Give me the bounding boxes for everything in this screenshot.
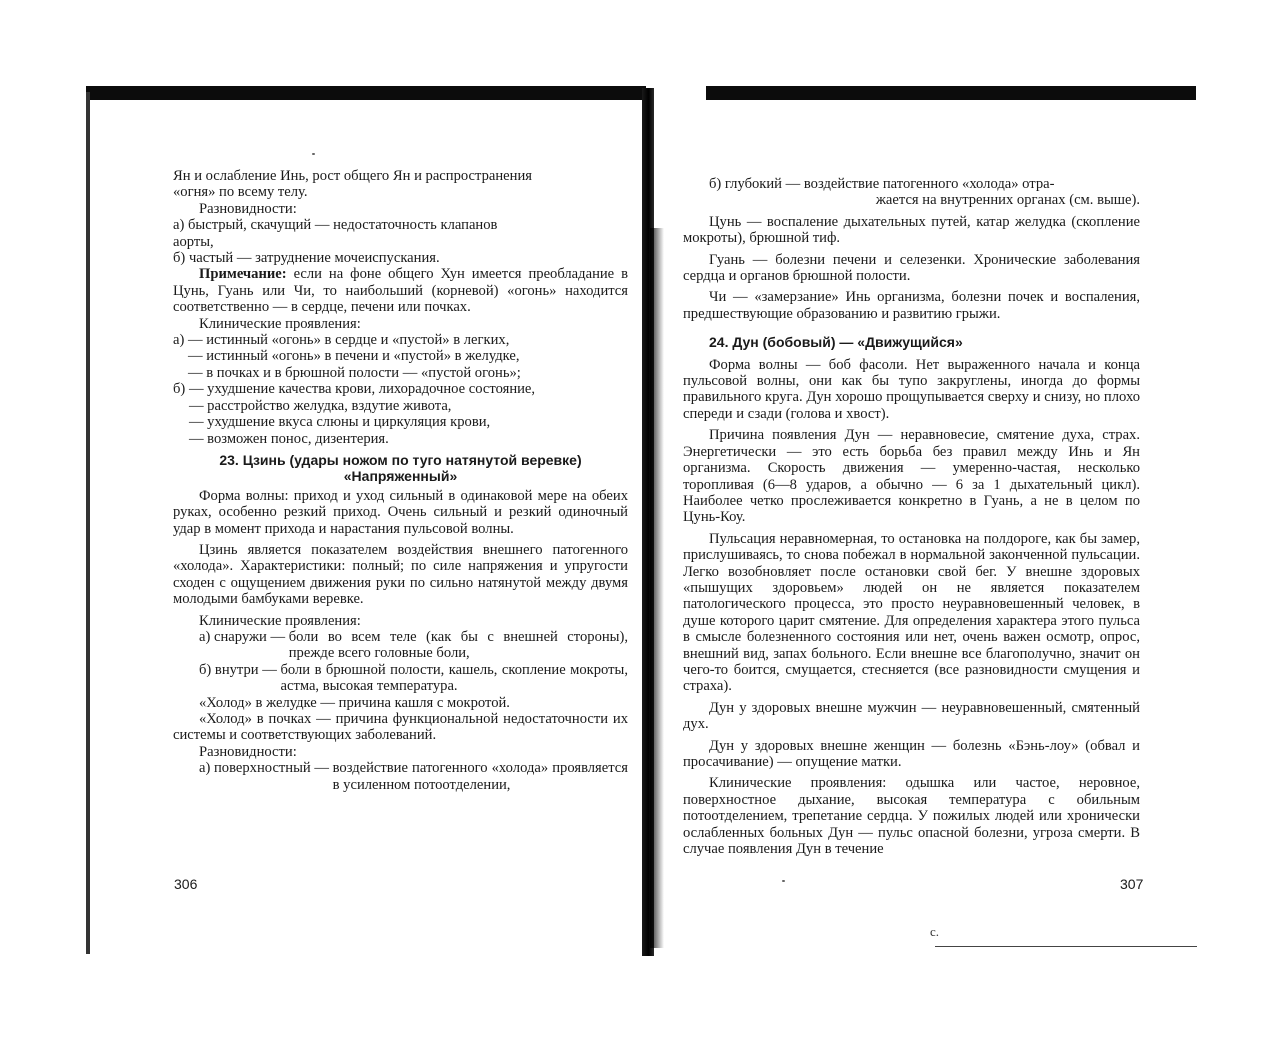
list-item: — истинный «огонь» в печени и «пустой» в желудке,: [188, 348, 520, 365]
page-number-left: 306: [174, 876, 198, 892]
page-number-right: 307: [1120, 876, 1144, 892]
clinical-group-body: [188, 332, 628, 381]
clinical-group-a: [173, 332, 628, 381]
list-item: — ухудшение качества крови, лихорадочное состояние,: [188, 381, 536, 398]
text-line: «огня» по всему телу.: [173, 184, 308, 201]
list-item-label: а): [173, 332, 188, 349]
clinical-label: Клинические проявления:: [199, 612, 361, 629]
list-item-text: частый — затруднение мочеиспускания.: [188, 250, 440, 267]
scan-edge-left: [86, 92, 90, 954]
list-item: [173, 250, 628, 266]
variant-b-line: жается на внутренних органах (см. выше).: [875, 192, 1140, 209]
section-24-heading: 24. Дун (бобовый) — «Движущийся»: [709, 334, 963, 351]
scan-mark: c.: [930, 924, 940, 939]
gutter-shadow: [650, 228, 664, 948]
scan-speck: [312, 153, 315, 155]
list-item-label: а): [173, 217, 188, 234]
list-item-label: а) поверхностный —: [199, 760, 333, 777]
variants-label: Разновидности:: [199, 200, 297, 217]
paragraph-form: Форма волны — боб фасоли. Нет выраженного начала и конца пульсовой волны, они как бы тупо закруглены, иногда до формы правильного круга. Дун хорошо прощупывается сверху и снизу, но плохо спереди и сзади (голова и хвост).: [683, 356, 1140, 422]
paragraph-chi: Чи — «замерзание» Инь организма, болезни почек и воспаления, предшествующие образованию и развитию грыжи.: [683, 289, 1140, 322]
paragraph-cold-stomach: «Холод» в желудке — причина кашля с мокротой.: [199, 694, 510, 711]
list-item: — ухудшение вкуса слюны и циркуляция крови,: [188, 414, 491, 431]
paragraph-cause: Причина появления Дун — неравновесие, смятение духа, страх. Энергетически — это есть борьба без правил между Инь и Ян организма. Скорость движения — умеренно-частая, несколько торопливая (6—8 ударов, а обычно — 6 за 1 дыхательный цикл). Наиболее четко прослеживается конкретно в Гуань, а не в целом по Цунь-Коу.: [683, 427, 1140, 526]
paragraph-women: Дун у здоровых внешне женщин — болезнь «Бэнь-лоу» (обвал и просачивание) — опущение матки.: [683, 737, 1140, 770]
clinical-group-b: [173, 381, 628, 447]
scan-edge-top-right: [706, 86, 1196, 100]
paragraph-clinical: Клинические проявления: одышка или частое, неровное, поверхностное дыхание, высокая температура с обильным потоотделением, трепетание сердца. У пожилых людей или хронически ослабленных больных Дун — пульс опасной болезни, угроза смерти. В случае появления Дун в течение: [683, 775, 1140, 858]
paragraph-pulse: Пульсация неравномерная, то остановка на полдороге, как бы замер, прислушиваясь, то снова побежал в нормальной законченной пульсации. Легко возобновляет после остановки свой бег. У внешне здоровых «пышущих здоровьем» людей он не является показателем патологического процесса, это просто неуравновешенный человек, в душе которого царит смятение. Для определения характера этого пульса в смысле болезненного состояния или нет, очень важен осмотр, опрос, внешний вид, запах больного. Если внешне все благополучно, значит он чего-то боится, смущается, стесняется (все разновидности смущения и страха).: [683, 530, 1140, 695]
paragraph-form: Форма волны: приход и уход сильный в одинаковой мере на обеих руках, особенно резкий приход. Очень сильный и резкий одиночный удар в момент прихода и нарастания пульсовой волны.: [173, 487, 628, 537]
paragraph-cold-kidneys: «Холод» в почках — причина функциональной недостаточности их системы и соответствующих заболеваний.: [173, 711, 628, 744]
section-23-heading: [173, 452, 628, 485]
list-item-continuation: аорты,: [173, 233, 214, 250]
scan-rule-line: [935, 946, 1197, 947]
left-page: [173, 168, 628, 793]
list-item: [173, 217, 628, 233]
list-item-text: боли во всем теле (как бы с внешней стороны), прежде всего головные боли,: [288, 628, 628, 662]
text-line: Ян и ослабление Инь, рост общего Ян и распространения: [173, 168, 532, 184]
paragraph-indicator: Цзинь является показателем воздействия внешнего патогенного «холода». Характеристики: полный; по силе напряжения и упругости сходен с ощущением движения руки по сильно натянутой между двумя молодыми бамбуками веревке.: [173, 541, 628, 608]
note-paragraph: [173, 266, 628, 315]
scan-speck: [782, 880, 785, 882]
list-item: — расстройство желудка, вздутие живота,: [188, 397, 452, 414]
note-text: если на фоне общего Хун имеется преобладание в Цунь, Гуань или Чи, то наибольший (корневой) «огонь» находится соответственно — в сердце, печени или почках.: [173, 266, 628, 316]
clinical-label: Клинические проявления:: [199, 315, 361, 332]
variant-b-line: б) глубокий — воздействие патогенного «холода» отра-: [709, 176, 1055, 192]
variants-label: Разновидности:: [199, 743, 297, 760]
list-item-label: б) внутри —: [199, 661, 281, 678]
list-item: [173, 629, 628, 662]
list-item-text: боли в брюшной полости, кашель, скопление мокроты, астма, высокая температура.: [280, 661, 628, 695]
list-item-label: б): [173, 381, 189, 398]
scan-edge-top-left: [86, 86, 646, 100]
list-item: [173, 760, 628, 793]
clinical-group-body: [189, 381, 628, 447]
list-item: — возможен понос, дизентерия.: [188, 430, 389, 447]
section-23-title: 23. Цзинь (удары ножом по туго натянутой веревке): [219, 451, 582, 468]
section-23-subtitle: «Напряженный»: [343, 468, 458, 485]
list-item-text: быстрый, скачущий — недостаточность клапанов: [188, 217, 498, 234]
right-page: [683, 176, 1140, 857]
list-item-label: б): [173, 250, 189, 267]
list-item-label: а) снаружи —: [199, 628, 289, 645]
list-item: — истинный «огонь» в сердце и «пустой» в легких,: [188, 332, 510, 349]
paragraph-guan: Гуань — болезни печени и селезенки. Хронические заболевания сердца и органов брюшной полости.: [683, 251, 1140, 285]
list-item-text: воздействие патогенного «холода» проявляется в усиленном потоотделении,: [332, 760, 628, 793]
paragraph-tsun: Цунь — воспаление дыхательных путей, катар желудка (скопление мокроты), брюшной тиф.: [683, 213, 1140, 247]
list-item: [173, 662, 628, 695]
paragraph-men: Дун у здоровых внешне мужчин — неуравновешенный, смятенный дух.: [683, 699, 1140, 733]
list-item: — в почках и в брюшной полости — «пустой огонь»;: [188, 364, 521, 381]
note-label: Примечание:: [199, 266, 287, 283]
